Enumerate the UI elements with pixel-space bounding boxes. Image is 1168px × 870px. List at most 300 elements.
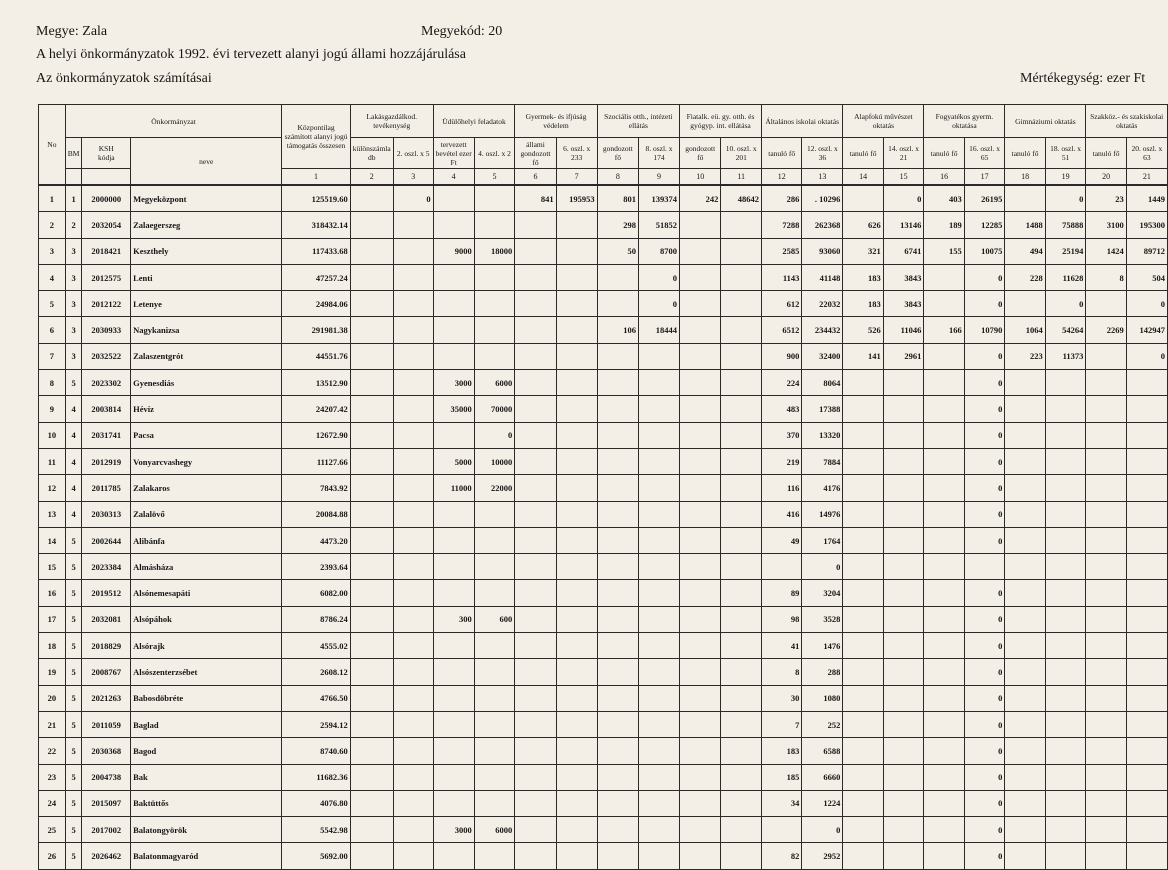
value-cell-18 (1005, 606, 1045, 632)
value-cell-12: 219 (762, 448, 802, 474)
value-cell-21 (1126, 527, 1167, 553)
value-cell-14: 526 (843, 317, 883, 343)
value-cell-14 (843, 396, 883, 422)
value-cell-12: 49 (762, 527, 802, 553)
municipality-name-cell: Megyeközpont (131, 185, 282, 212)
value-cell-20 (1086, 633, 1126, 659)
value-cell-10 (680, 659, 721, 685)
col-number-16: 16 (924, 169, 964, 186)
value-cell-15 (883, 738, 924, 764)
value-cell-4: 5000 (433, 448, 474, 474)
value-cell-14 (843, 711, 883, 737)
value-cell-4 (433, 685, 474, 711)
ksh-code-cell: 2017002 (82, 817, 131, 843)
value-cell-4 (433, 501, 474, 527)
value-cell-7 (556, 475, 597, 501)
value-cell-14 (843, 448, 883, 474)
value-cell-10 (680, 370, 721, 396)
col-num-blank (82, 169, 131, 186)
col-number-17: 17 (964, 169, 1005, 186)
value-cell-5 (474, 633, 515, 659)
value-cell-10 (680, 817, 721, 843)
ksh-code-cell: 2012122 (82, 291, 131, 317)
value-cell-10 (680, 738, 721, 764)
bm-code-cell: 5 (65, 580, 82, 606)
municipality-name-cell: Balatongyörök (131, 817, 282, 843)
value-cell-2 (350, 817, 393, 843)
col-altalanos-header: Általános iskolai oktatás (762, 105, 843, 138)
value-cell-21: 142947 (1126, 317, 1167, 343)
value-cell-7 (556, 633, 597, 659)
value-cell-3 (393, 606, 433, 632)
value-cell-15: 2961 (883, 343, 924, 369)
value-cell-20: 1424 (1086, 238, 1126, 264)
value-cell-6 (515, 212, 556, 238)
value-cell-18 (1005, 659, 1045, 685)
table-row (39, 238, 1168, 264)
row-number-cell: 7 (39, 343, 66, 369)
table-header (39, 105, 1168, 186)
value-cell-17: 0 (964, 843, 1005, 869)
value-cell-2 (350, 790, 393, 816)
value-cell-12: 224 (762, 370, 802, 396)
value-cell-9: 0 (639, 291, 680, 317)
value-cell-4 (433, 422, 474, 448)
value-cell-3 (393, 317, 433, 343)
total-support-cell: 20084.88 (282, 501, 350, 527)
value-cell-2 (350, 448, 393, 474)
col-number-13: 13 (802, 169, 843, 186)
value-cell-7 (556, 843, 597, 869)
value-cell-3 (393, 790, 433, 816)
value-cell-13: 22032 (802, 291, 843, 317)
value-cell-3 (393, 422, 433, 448)
col-number-18: 18 (1005, 169, 1045, 186)
value-cell-2 (350, 580, 393, 606)
value-cell-16 (924, 843, 964, 869)
document-title: A helyi önkormányzatok 1992. évi tervezett alanyi jogú állami hozzájárulása (36, 47, 466, 62)
value-cell-11 (721, 422, 762, 448)
value-cell-16: 166 (924, 317, 964, 343)
value-cell-12: 900 (762, 343, 802, 369)
total-support-cell: 2393.64 (282, 554, 350, 580)
value-cell-8 (597, 396, 638, 422)
value-cell-14 (843, 790, 883, 816)
value-cell-14 (843, 475, 883, 501)
value-cell-6 (515, 685, 556, 711)
value-cell-19: 25194 (1045, 238, 1086, 264)
value-cell-8 (597, 291, 638, 317)
value-cell-3 (393, 370, 433, 396)
value-cell-7 (556, 685, 597, 711)
bm-code-cell: 5 (65, 606, 82, 632)
col-number-3: 3 (393, 169, 433, 186)
total-support-cell: 4555.02 (282, 633, 350, 659)
value-cell-12 (762, 817, 802, 843)
municipality-name-cell: Bak (131, 764, 282, 790)
value-cell-21 (1126, 554, 1167, 580)
value-cell-16 (924, 501, 964, 527)
value-cell-20 (1086, 738, 1126, 764)
value-cell-2 (350, 212, 393, 238)
value-cell-19 (1045, 606, 1086, 632)
value-cell-10 (680, 396, 721, 422)
value-cell-2 (350, 291, 393, 317)
county-label: Megye: Zala (36, 24, 108, 39)
col-number-15: 15 (883, 169, 924, 186)
value-cell-9 (639, 738, 680, 764)
total-support-cell: 7843.92 (282, 475, 350, 501)
table-row (39, 501, 1168, 527)
col-number-4: 4 (433, 169, 474, 186)
value-cell-18: 1064 (1005, 317, 1045, 343)
total-support-cell: 117433.68 (282, 238, 350, 264)
value-cell-9 (639, 606, 680, 632)
ksh-code-cell: 2032522 (82, 343, 131, 369)
value-cell-9: 139374 (639, 185, 680, 212)
value-cell-8 (597, 764, 638, 790)
value-cell-4 (433, 659, 474, 685)
value-cell-6 (515, 606, 556, 632)
value-cell-10 (680, 790, 721, 816)
value-cell-12: 41 (762, 633, 802, 659)
value-cell-9 (639, 343, 680, 369)
row-number-cell: 11 (39, 448, 66, 474)
value-cell-16 (924, 554, 964, 580)
value-cell-6 (515, 343, 556, 369)
col-number-9: 9 (639, 169, 680, 186)
ksh-code-cell: 2000000 (82, 185, 131, 212)
value-cell-13: 2952 (802, 843, 843, 869)
value-cell-18 (1005, 501, 1045, 527)
value-cell-17: 0 (964, 396, 1005, 422)
value-cell-21 (1126, 422, 1167, 448)
value-cell-5 (474, 554, 515, 580)
value-cell-21 (1126, 764, 1167, 790)
value-cell-6 (515, 633, 556, 659)
value-cell-18 (1005, 475, 1045, 501)
value-cell-5 (474, 185, 515, 212)
document-subtitle: Az önkormányzatok számításai (36, 71, 212, 86)
value-cell-18: 494 (1005, 238, 1045, 264)
value-cell-4 (433, 711, 474, 737)
value-cell-3 (393, 554, 433, 580)
value-cell-20 (1086, 291, 1126, 317)
value-cell-18 (1005, 291, 1045, 317)
table-row (39, 606, 1168, 632)
value-cell-4: 3000 (433, 370, 474, 396)
bm-code-cell: 5 (65, 527, 82, 553)
value-cell-19 (1045, 711, 1086, 737)
value-cell-12: 34 (762, 790, 802, 816)
total-support-cell: 2608.12 (282, 659, 350, 685)
value-cell-2 (350, 633, 393, 659)
value-cell-9 (639, 633, 680, 659)
value-cell-5: 6000 (474, 817, 515, 843)
value-cell-6 (515, 554, 556, 580)
value-cell-7 (556, 448, 597, 474)
value-cell-7 (556, 790, 597, 816)
col-3-subheader: 2. oszl. x 5 (393, 138, 433, 169)
value-cell-5: 70000 (474, 396, 515, 422)
value-cell-12: 286 (762, 185, 802, 212)
col-16-subheader: tanuló fő (924, 138, 964, 169)
ksh-code-cell: 2018829 (82, 633, 131, 659)
value-cell-17: 0 (964, 738, 1005, 764)
value-cell-11 (721, 396, 762, 422)
value-cell-21: 0 (1126, 291, 1167, 317)
value-cell-5 (474, 317, 515, 343)
value-cell-3 (393, 212, 433, 238)
value-cell-14 (843, 764, 883, 790)
value-cell-14 (843, 659, 883, 685)
value-cell-2 (350, 501, 393, 527)
total-support-cell: 47257.24 (282, 264, 350, 290)
value-cell-13: 1764 (802, 527, 843, 553)
value-cell-7 (556, 291, 597, 317)
value-cell-7 (556, 817, 597, 843)
col-no-header: No (39, 105, 66, 186)
value-cell-2 (350, 843, 393, 869)
value-cell-16 (924, 475, 964, 501)
value-cell-16 (924, 790, 964, 816)
value-cell-8: 106 (597, 317, 638, 343)
value-cell-6 (515, 475, 556, 501)
municipality-name-cell: Zalaegerszeg (131, 212, 282, 238)
value-cell-17: 0 (964, 659, 1005, 685)
value-cell-9 (639, 422, 680, 448)
value-cell-13: 17388 (802, 396, 843, 422)
value-cell-9 (639, 711, 680, 737)
ksh-code-cell: 2019512 (82, 580, 131, 606)
value-cell-10 (680, 343, 721, 369)
value-cell-2 (350, 396, 393, 422)
value-cell-13: 6660 (802, 764, 843, 790)
col-17-subheader: 16. oszl. x 65 (964, 138, 1005, 169)
value-cell-17: 0 (964, 370, 1005, 396)
bm-code-cell: 5 (65, 659, 82, 685)
value-cell-2 (350, 527, 393, 553)
row-number-cell: 15 (39, 554, 66, 580)
value-cell-19 (1045, 790, 1086, 816)
value-cell-9 (639, 817, 680, 843)
value-cell-8 (597, 711, 638, 737)
value-cell-10 (680, 448, 721, 474)
value-cell-11 (721, 685, 762, 711)
value-cell-13: . 10296 (802, 185, 843, 212)
value-cell-16 (924, 580, 964, 606)
value-cell-2 (350, 711, 393, 737)
value-cell-20 (1086, 790, 1126, 816)
row-number-cell: 23 (39, 764, 66, 790)
value-cell-10 (680, 633, 721, 659)
value-cell-6 (515, 738, 556, 764)
value-cell-13: 14976 (802, 501, 843, 527)
total-support-cell: 291981.38 (282, 317, 350, 343)
value-cell-21 (1126, 843, 1167, 869)
value-cell-20 (1086, 422, 1126, 448)
col-number-8: 8 (597, 169, 638, 186)
value-cell-7: 195953 (556, 185, 597, 212)
table-row (39, 527, 1168, 553)
value-cell-4 (433, 738, 474, 764)
value-cell-13: 0 (802, 554, 843, 580)
value-cell-15 (883, 633, 924, 659)
value-cell-11 (721, 317, 762, 343)
bm-code-cell: 3 (65, 264, 82, 290)
value-cell-14 (843, 633, 883, 659)
col-number-21: 21 (1126, 169, 1167, 186)
ksh-code-cell: 2002644 (82, 527, 131, 553)
value-cell-21 (1126, 711, 1167, 737)
value-cell-13: 1080 (802, 685, 843, 711)
bm-code-cell: 5 (65, 817, 82, 843)
value-cell-4: 11000 (433, 475, 474, 501)
municipality-name-cell: Alsórajk (131, 633, 282, 659)
value-cell-20 (1086, 396, 1126, 422)
value-cell-13: 0 (802, 817, 843, 843)
value-cell-19 (1045, 475, 1086, 501)
value-cell-8 (597, 501, 638, 527)
value-cell-5: 0 (474, 422, 515, 448)
value-cell-19 (1045, 448, 1086, 474)
value-cell-21 (1126, 606, 1167, 632)
value-cell-19: 0 (1045, 291, 1086, 317)
value-cell-10: 242 (680, 185, 721, 212)
value-cell-20: 2269 (1086, 317, 1126, 343)
value-cell-21 (1126, 685, 1167, 711)
total-support-cell: 125519.60 (282, 185, 350, 212)
value-cell-10 (680, 711, 721, 737)
value-cell-14 (843, 817, 883, 843)
value-cell-4 (433, 843, 474, 869)
value-cell-4 (433, 764, 474, 790)
value-cell-15 (883, 475, 924, 501)
ksh-code-cell: 2031741 (82, 422, 131, 448)
value-cell-19 (1045, 396, 1086, 422)
value-cell-9: 51852 (639, 212, 680, 238)
value-cell-20 (1086, 448, 1126, 474)
value-cell-11 (721, 738, 762, 764)
value-cell-10 (680, 606, 721, 632)
value-cell-20 (1086, 527, 1126, 553)
value-cell-10 (680, 501, 721, 527)
value-cell-15 (883, 396, 924, 422)
value-cell-2 (350, 606, 393, 632)
bm-code-cell: 3 (65, 238, 82, 264)
total-support-cell: 6082.00 (282, 580, 350, 606)
col-neve-header: neve (131, 138, 282, 186)
value-cell-16 (924, 291, 964, 317)
value-cell-10 (680, 422, 721, 448)
value-cell-9 (639, 527, 680, 553)
value-cell-19: 75888 (1045, 212, 1086, 238)
row-number-cell: 4 (39, 264, 66, 290)
ksh-code-cell: 2015097 (82, 790, 131, 816)
table-row (39, 448, 1168, 474)
value-cell-3 (393, 764, 433, 790)
value-cell-3 (393, 685, 433, 711)
value-cell-21 (1126, 580, 1167, 606)
col-number-6: 6 (515, 169, 556, 186)
value-cell-10 (680, 238, 721, 264)
value-cell-17: 0 (964, 422, 1005, 448)
value-cell-5 (474, 212, 515, 238)
value-cell-4 (433, 264, 474, 290)
bm-code-cell: 3 (65, 291, 82, 317)
value-cell-20 (1086, 501, 1126, 527)
value-cell-8 (597, 738, 638, 764)
total-support-cell: 24984.06 (282, 291, 350, 317)
value-cell-9: 8700 (639, 238, 680, 264)
value-cell-19 (1045, 764, 1086, 790)
bm-code-cell: 5 (65, 790, 82, 816)
value-cell-15: 3843 (883, 264, 924, 290)
value-cell-13: 288 (802, 659, 843, 685)
value-cell-4: 300 (433, 606, 474, 632)
value-cell-15 (883, 790, 924, 816)
ksh-code-cell: 2032081 (82, 606, 131, 632)
value-cell-19 (1045, 501, 1086, 527)
value-cell-16 (924, 606, 964, 632)
ksh-code-cell: 2030933 (82, 317, 131, 343)
value-cell-7 (556, 370, 597, 396)
value-cell-18 (1005, 685, 1045, 711)
value-cell-4 (433, 343, 474, 369)
value-cell-4 (433, 527, 474, 553)
col-number-1: 1 (282, 169, 350, 186)
value-cell-14 (843, 527, 883, 553)
table-row (39, 633, 1168, 659)
value-cell-17: 0 (964, 580, 1005, 606)
value-cell-4 (433, 790, 474, 816)
value-cell-17: 0 (964, 711, 1005, 737)
value-cell-20 (1086, 685, 1126, 711)
ksh-code-cell: 2011785 (82, 475, 131, 501)
value-cell-9: 0 (639, 264, 680, 290)
total-support-cell: 24207.42 (282, 396, 350, 422)
table-row (39, 370, 1168, 396)
total-support-cell: 8740.60 (282, 738, 350, 764)
value-cell-18 (1005, 633, 1045, 659)
value-cell-5: 600 (474, 606, 515, 632)
value-cell-20 (1086, 554, 1126, 580)
value-cell-6 (515, 317, 556, 343)
value-cell-3 (393, 448, 433, 474)
table-row (39, 475, 1168, 501)
value-cell-6: 841 (515, 185, 556, 212)
value-cell-8 (597, 659, 638, 685)
value-cell-18: 223 (1005, 343, 1045, 369)
col-19-subheader: 18. oszl. x 51 (1045, 138, 1086, 169)
ksh-code-cell: 2018421 (82, 238, 131, 264)
municipality-name-cell: Pacsa (131, 422, 282, 448)
value-cell-7 (556, 317, 597, 343)
value-cell-11 (721, 238, 762, 264)
bm-code-cell: 1 (65, 185, 82, 212)
bm-code-cell: 5 (65, 738, 82, 764)
value-cell-10 (680, 764, 721, 790)
value-cell-13: 262368 (802, 212, 843, 238)
value-cell-12: 30 (762, 685, 802, 711)
value-cell-3 (393, 264, 433, 290)
value-cell-5: 6000 (474, 370, 515, 396)
value-cell-16: 403 (924, 185, 964, 212)
value-cell-3 (393, 527, 433, 553)
value-cell-7 (556, 711, 597, 737)
row-number-cell: 6 (39, 317, 66, 343)
value-cell-17: 0 (964, 448, 1005, 474)
